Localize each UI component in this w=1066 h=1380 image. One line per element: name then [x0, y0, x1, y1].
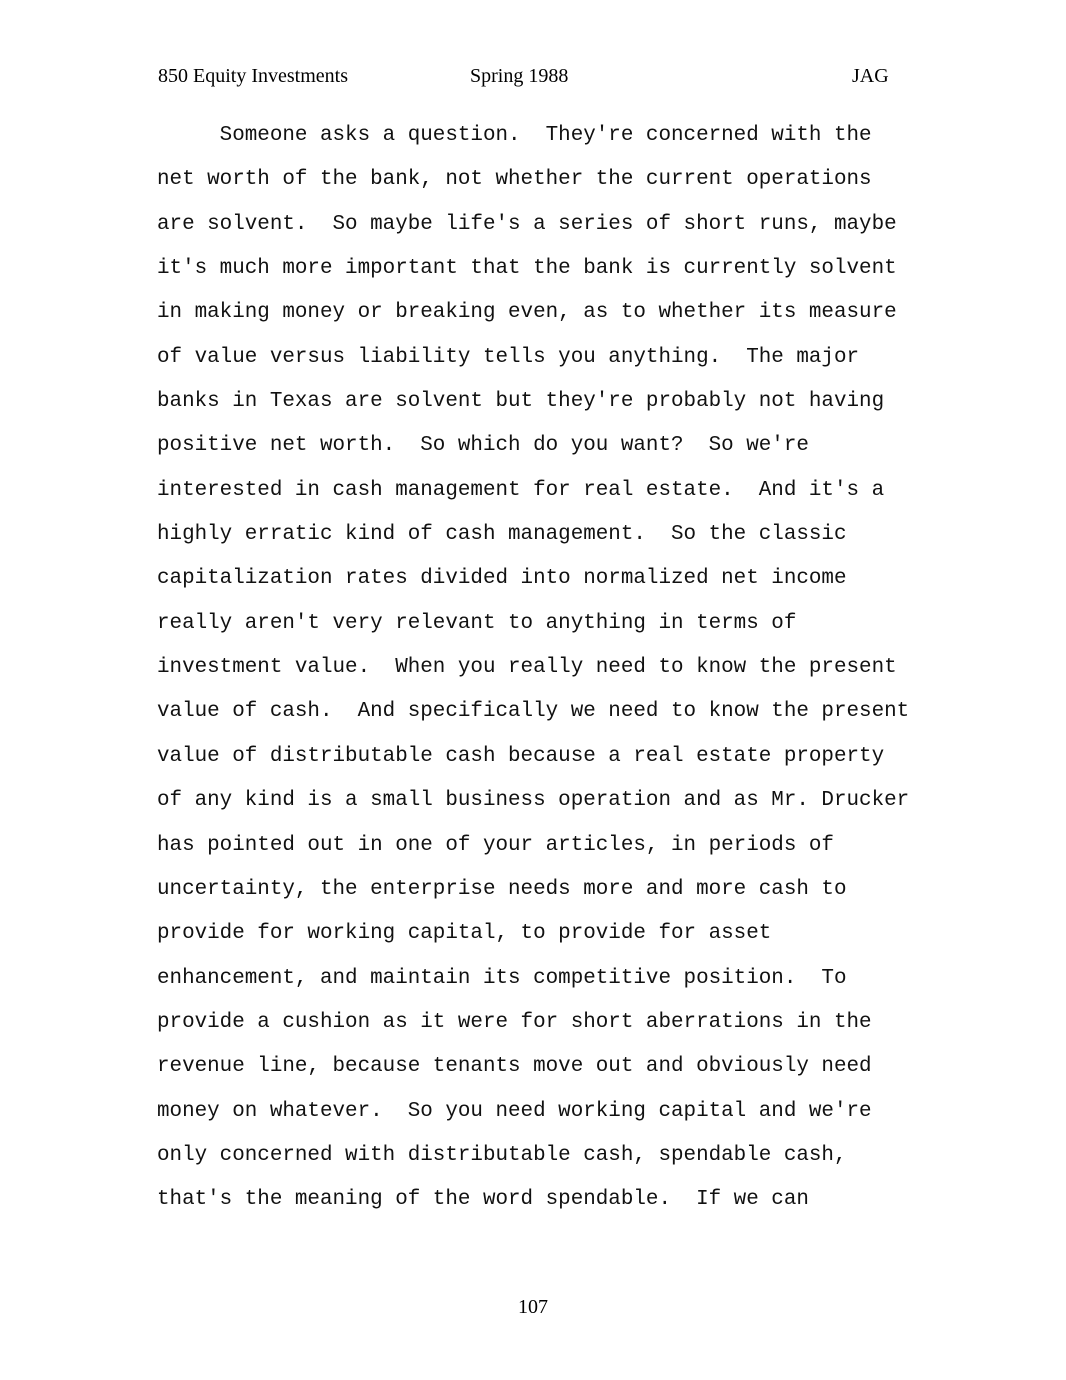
text-line: positive net worth. So which do you want? So we're — [157, 434, 809, 458]
text-line: provide for working capital, to provide for asset — [157, 922, 772, 946]
text-line: capitalization rates divided into normalized net income — [157, 567, 847, 591]
text-line: net worth of the bank, not whether the current operations — [157, 168, 872, 192]
text-line: in making money or breaking even, as to whether its measure — [157, 301, 897, 325]
header-course-title: 850 Equity Investments — [158, 65, 348, 87]
text-line: revenue line, because tenants move out and obviously need — [157, 1055, 872, 1079]
text-line: banks in Texas are solvent but they're probably not having — [157, 390, 885, 414]
text-line: value of cash. And specifically we need to know the present — [157, 700, 910, 724]
text-line: it's much more important that the bank is currently solvent — [157, 257, 897, 281]
text-line: that's the meaning of the word spendable. If we can — [157, 1188, 809, 1212]
text-line: uncertainty, the enterprise needs more and more cash to — [157, 877, 847, 901]
text-line: Someone asks a question. They're concerned with the — [157, 124, 872, 147]
text-line: really aren't very relevant to anything in terms of — [157, 611, 797, 635]
page-number: 107 — [518, 1296, 548, 1318]
text-line: has pointed out in one of your articles, in periods of — [157, 833, 834, 857]
text-line: of any kind is a small business operation and as Mr. Drucker — [157, 789, 910, 813]
text-line: highly erratic kind of cash management. So the classic — [157, 523, 847, 547]
text-line: investment value. When you really need to know the present — [157, 656, 897, 680]
header-initials: JAG — [852, 65, 889, 87]
text-line: enhancement, and maintain its competitive position. To — [157, 966, 847, 990]
text-line: are solvent. So maybe life's a series of short runs, maybe — [157, 212, 897, 236]
text-line: interested in cash management for real estate. And it's a — [157, 478, 885, 502]
text-line: money on whatever. So you need working capital and we're — [157, 1099, 872, 1123]
transcript-body — [157, 122, 927, 1231]
text-line: only concerned with distributable cash, spendable cash, — [157, 1143, 847, 1167]
text-line: provide a cushion as it were for short aberrations in the — [157, 1010, 872, 1034]
header-term: Spring 1988 — [470, 65, 569, 87]
text-line: value of distributable cash because a real estate property — [157, 744, 885, 768]
text-line: of value versus liability tells you anything. The major — [157, 345, 860, 369]
